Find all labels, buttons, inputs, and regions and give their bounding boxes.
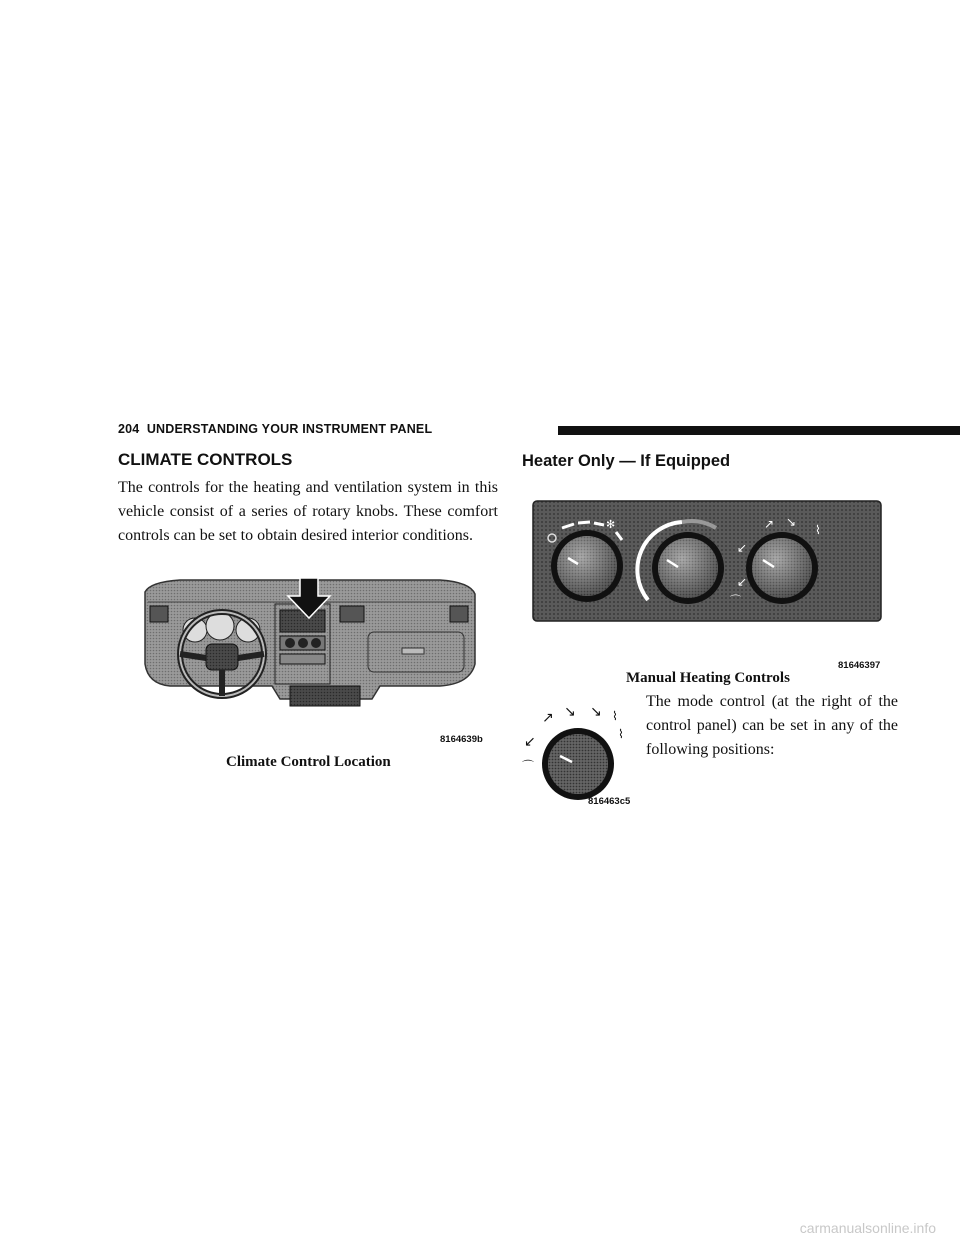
figure-caption: Manual Heating Controls (626, 670, 790, 686)
heater-control-panel (532, 500, 882, 622)
section-heading: CLIMATE CONTROLS (118, 450, 293, 469)
watermark: carmanualsonline.info (799, 1220, 936, 1236)
bilevel-icon: ↘ (786, 515, 797, 529)
svg-text:⌇: ⌇ (618, 727, 624, 741)
svg-text:↘: ↘ (590, 704, 602, 720)
panel-vent-icon: ↗ (764, 517, 775, 531)
floor-vent-icon: ↙ (737, 541, 748, 555)
header-rule (558, 426, 960, 435)
figure-caption: Climate Control Location (226, 754, 391, 770)
bilevel-icon: ↘ (564, 704, 576, 720)
mode-paragraph: The mode control (at the right of the control panel) can be set in any of the following positions: (646, 693, 898, 758)
running-head (118, 422, 898, 440)
page-header-text: 204 UNDERSTANDING YOUR INSTRUMENT PANEL (118, 422, 433, 436)
defrost-icon: ⌇ (815, 523, 821, 537)
intro-paragraph: The controls for the heating and ventilation system in this vehicle consist of a series of rotary knobs. These comfort controls can be set to obtain desired interior conditions. (118, 479, 498, 544)
figure-code: 81646397 (838, 660, 881, 671)
defrost-icon: ⌇ (612, 709, 618, 723)
svg-text:↙: ↙ (737, 575, 748, 589)
svg-text:⌒: ⌒ (730, 594, 741, 607)
panel-vent-icon: ↗ (542, 710, 554, 726)
figure-code: 8164639b (440, 734, 483, 745)
subsection-heading: Heater Only — If Equipped (522, 452, 731, 470)
figure-code: 816463c5 (588, 796, 631, 807)
mode-knob-illustration (506, 698, 640, 802)
floor-vent-icon: ↙ (524, 734, 536, 750)
fan-icon: ✻ (606, 518, 616, 531)
dashboard-illustration (140, 574, 480, 734)
svg-text:⌒: ⌒ (522, 759, 535, 773)
